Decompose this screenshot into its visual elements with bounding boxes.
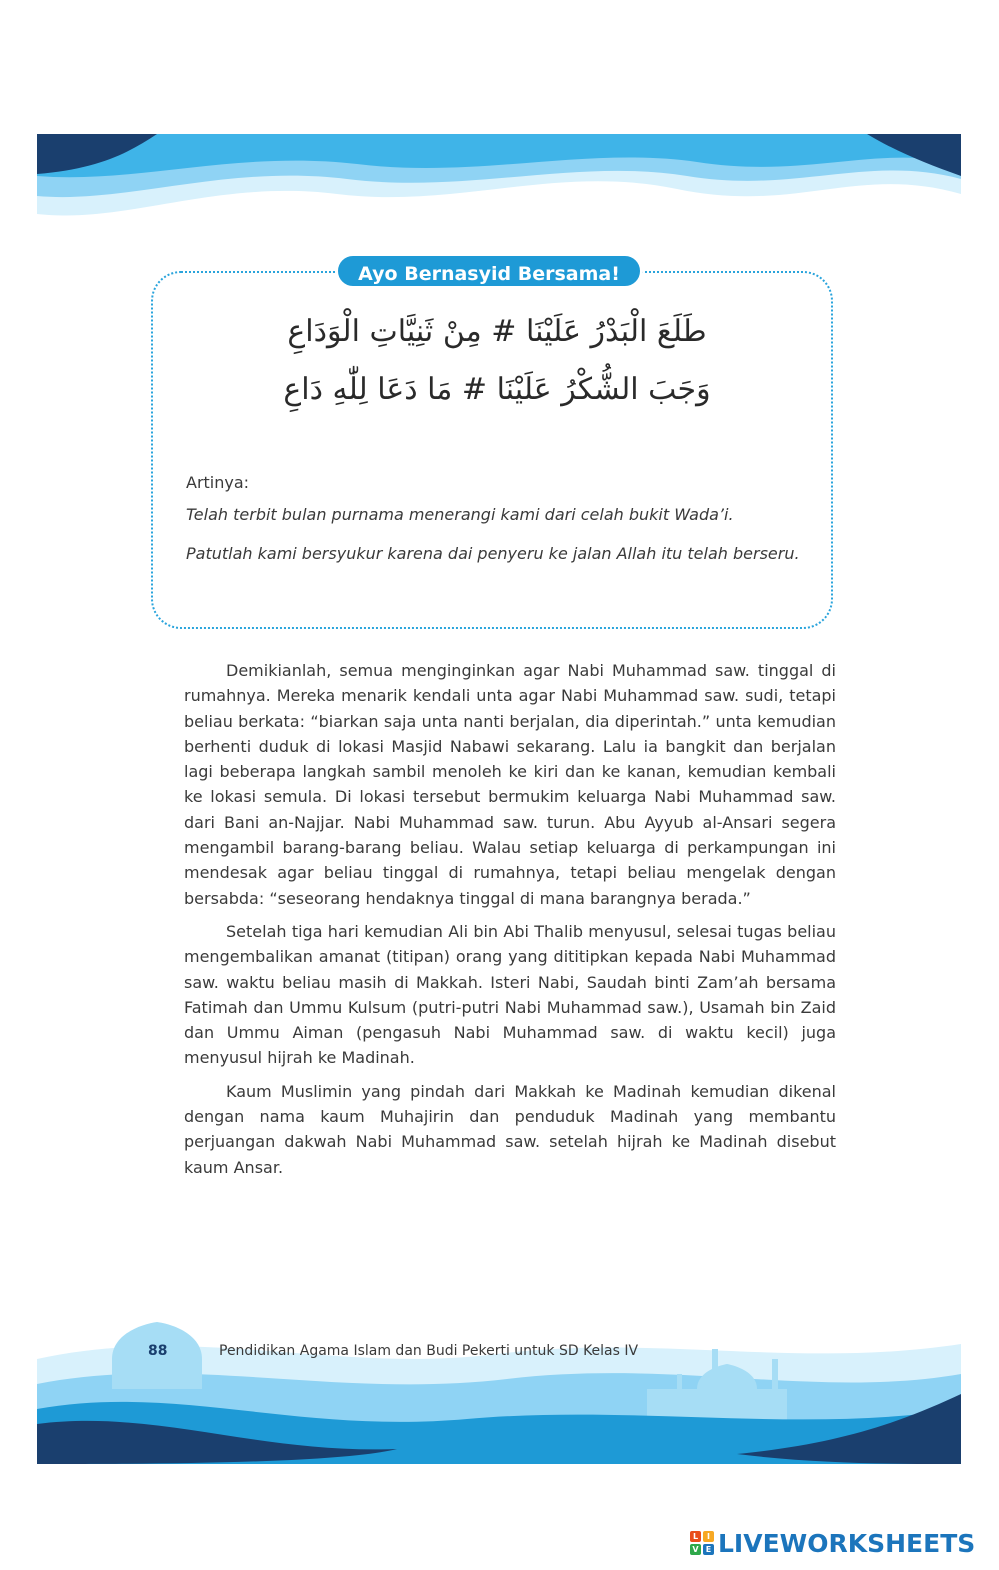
liveworksheets-icon: L I V E <box>690 1531 714 1555</box>
body-text <box>184 658 836 1188</box>
book-title: Pendidikan Agama Islam dan Budi Pekerti untuk SD Kelas IV <box>219 1343 639 1359</box>
arabic-verse-line-1: طَلَعَ الْبَدْرُ عَلَيْنَا # مِنْ ثَنِيَّاتِ الْوَدَاعِ <box>287 314 707 349</box>
body-paragraph: Setelah tiga hari kemudian Ali bin Abi Thalib menyusul, selesai tugas beliau mengembalikan amanat (titipan) orang yang dititipkan kepada Nabi Muhammad saw. waktu beliau masih di Makkah. Isteri Nabi, Saudah binti Zam’ah bersama Fatimah dan Ummu Kulsum (putri-putri Nabi Muhammad saw.), Usamah bin Zaid dan Ummu Aiman (pengasuh Nabi Muhammad saw. di waktu kecil) juga menyusul hijrah ke Madinah. <box>184 921 836 1068</box>
bottom-wave-decoration <box>37 1314 961 1464</box>
body-paragraph: Kaum Muslimin yang pindah dari Makkah ke Madinah kemudian dikenal dengan nama kaum Muhajirin dan penduduk Madinah yang membantu perjuangan dakwah Nabi Muhammad saw. setelah hijrah ke Madinah disebut kaum Ansar. <box>184 1081 836 1177</box>
page-number: 88 <box>148 1343 168 1359</box>
body-paragraph: Demikianlah, semua menginginkan agar Nabi Muhammad saw. tinggal di rumahnya. Mereka menarik kendali unta agar Nabi Muhammad saw. sudi, tetapi beliau berkata: “biarkan saja unta nanti berjalan, dia diperintah.” unta kemudian berhenti duduk di lokasi Masjid Nabawi sekarang. Lalu ia bangkit dan berjalan lagi beberapa langkah sambil menoleh ke kiri dan ke kanan, kemudian kembali ke lokasi semula. Di lokasi tersebut bermukim keluarga Nabi Muhammad saw. dari Bani an-Najjar. Nabi Muhammad saw. turun. Abu Ayyub al-Ansari segera mengambil barang-barang beliau. Walau setiap keluarga di perkampungan ini mendesak agar beliau tinggal di rumahnya, tetapi beliau mengelak dengan bersabda: “seseorang hendaknya tinggal di mana barangnya berada.” <box>184 661 836 908</box>
top-wave-decoration <box>37 134 961 224</box>
translation-line-1: Telah terbit bulan purnama menerangi kami dari celah bukit Wada’i. <box>186 505 734 524</box>
translation-line-2: Patutlah kami bersyukur karena dai penyeru ke jalan Allah itu telah berseru. <box>186 544 800 563</box>
liveworksheets-logo[interactable] <box>690 1528 975 1558</box>
translation-label: Artinya: <box>186 473 250 492</box>
brand-name: LIVEWORKSHEETS <box>718 1528 976 1558</box>
book-page <box>37 134 961 1464</box>
box-title: Ayo Bernasyid Bersama! <box>335 253 643 289</box>
arabic-verse-line-2: وَجَبَ الشُّكْرُ عَلَيْنَا # مَا دَعَا لِلّٰهِ دَاعِ <box>283 372 711 407</box>
